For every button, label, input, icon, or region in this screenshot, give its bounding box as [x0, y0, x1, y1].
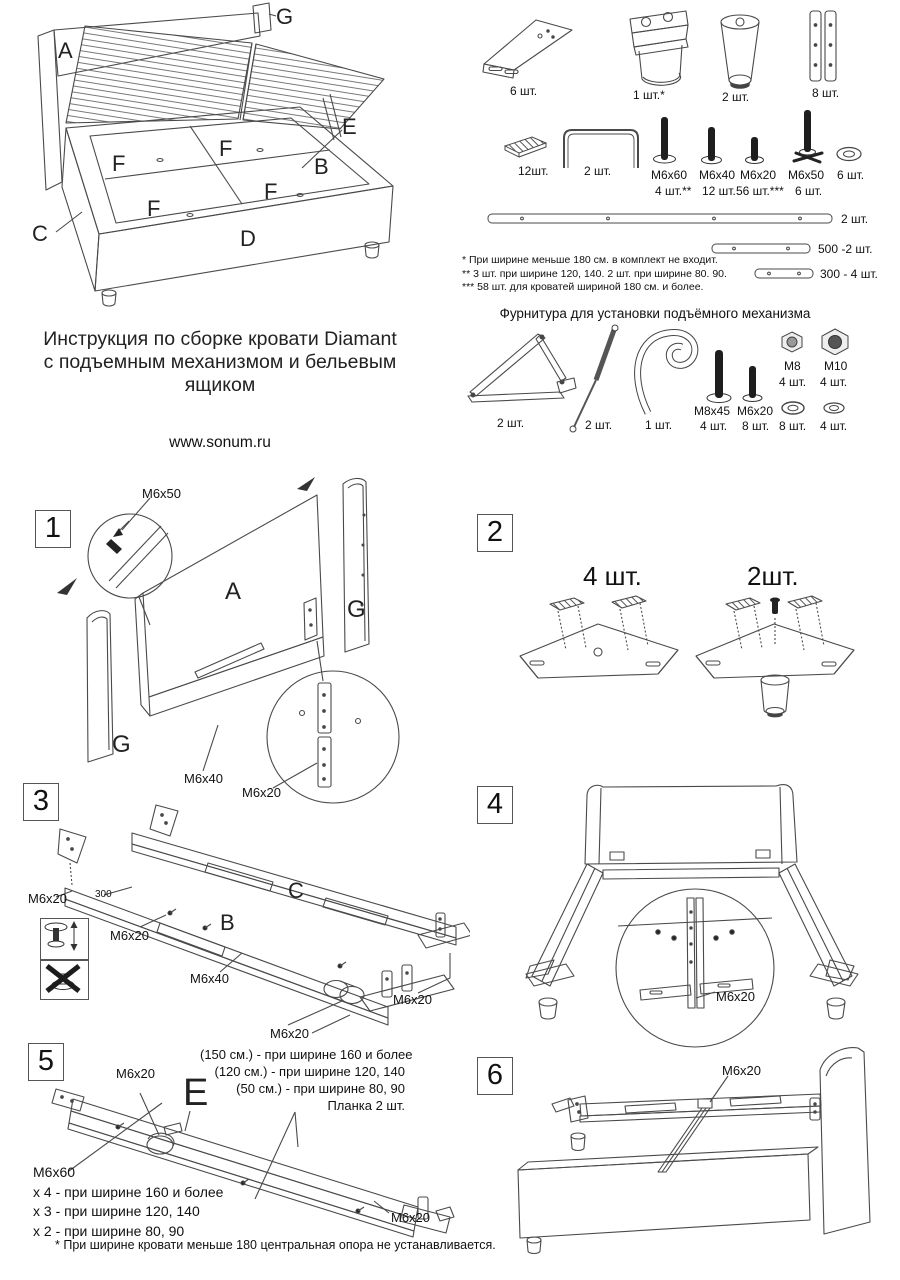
u-bracket-qty: 2 шт. — [584, 164, 612, 178]
bolt-m6x60-size: M6x60 — [651, 168, 688, 182]
strap-qty: 1 шт. — [645, 418, 673, 432]
step-6-number: 6 — [477, 1057, 513, 1095]
corner-bracket-qty: 6 шт. — [510, 84, 538, 98]
bed-overview-drawing — [10, 0, 455, 315]
step5-plank: Планка 2 шт. — [327, 1098, 405, 1113]
note-1: * При ширине меньше 180 см. в комплект не входит. — [462, 254, 718, 266]
bolt-m6x40-size: M6x40 — [699, 168, 736, 182]
washer-4-qty: 4 шт. — [820, 419, 848, 433]
step5-m6x60-block — [33, 1163, 223, 1241]
lift-mechanism-qty: 2 шт. — [497, 416, 525, 430]
nut-m8-icon — [778, 330, 806, 354]
label-part-b: B — [314, 154, 329, 179]
step5-opt-50: (50 см.) - при ширине 80, 90 — [236, 1081, 405, 1096]
step1-m6x50-label: M6x50 — [142, 486, 182, 501]
step2-qty-4: 4 шт. — [583, 561, 642, 591]
connect-plate-icon — [803, 5, 845, 90]
step3-m6x40-label: M6x40 — [190, 971, 230, 986]
step5-part-e: E — [183, 1072, 209, 1114]
adjustable-foot-ok-box — [40, 918, 89, 960]
step5-m6x60-label: M6x60 — [33, 1164, 76, 1180]
step-4-number: 4 — [477, 786, 513, 824]
rail-500-icon — [710, 240, 814, 256]
step3-dim-300: 300 — [95, 889, 112, 900]
corner-bracket-icon — [478, 6, 583, 86]
washer-8-qty: 8 шт. — [779, 419, 807, 433]
step5-x3: x 3 - при ширине 120, 140 — [33, 1203, 200, 1219]
label-part-g: G — [276, 4, 294, 29]
bolt-m8x45-icon — [706, 348, 732, 406]
step3-part-b: B — [220, 910, 235, 935]
label-part-f: F — [264, 179, 278, 204]
nut-m10-qty: 4 шт. — [820, 375, 848, 389]
adjustable-foot-icon — [41, 919, 85, 956]
note-2: ** 3 шт. при ширине 120, 140. 2 шт. при ширине 80. 90. — [462, 267, 727, 280]
nut-m8-qty: 4 шт. — [779, 375, 807, 389]
step5-m6x20-right-label: M6x20 — [391, 1210, 431, 1225]
connect-plate-qty: 8 шт. — [812, 86, 840, 100]
leg-icon — [712, 10, 772, 95]
width-footnote: * При ширине кровати меньше 180 центральная опора не устанавливается. — [55, 1238, 496, 1252]
rail-300-icon — [753, 265, 817, 281]
label-part-f: F — [112, 151, 126, 176]
u-bracket-icon — [556, 122, 646, 170]
label-part-f: F — [147, 196, 161, 221]
step3-m6x20-right-label: M6x20 — [393, 992, 433, 1007]
step5-m6x20-left-label: M6x20 — [116, 1066, 156, 1081]
step-2-number: 2 — [477, 514, 513, 552]
title-line1: Инструкция по сборке кровати Diamant — [43, 328, 397, 350]
bolt-m6x20-icon — [744, 135, 766, 167]
bolt-m6x20-lift-qty: 8 шт. — [742, 419, 770, 433]
bolt-m6x20-lift-icon — [742, 364, 764, 406]
label-part-d: D — [240, 226, 256, 251]
website-url: www.sonum.ru — [169, 434, 271, 451]
step5-x2: x 2 - при ширине 80, 90 — [33, 1222, 185, 1239]
washer-8-icon — [780, 400, 806, 416]
step2-plate-left-drawing — [512, 594, 687, 699]
nut-m10-icon — [818, 327, 852, 355]
step3-m6x20-bottom-label: M6x20 — [270, 1026, 310, 1041]
center-leg-bracket-qty: 1 шт.* — [633, 88, 665, 102]
foot-forbidden-box — [40, 960, 89, 1000]
bolt-m6x40-qty: 12 шт. — [702, 184, 736, 198]
step2-qty-2: 2шт. — [747, 561, 799, 591]
foot-pad-icon — [500, 132, 550, 162]
strap-icon — [626, 325, 704, 420]
step3-m6x20-mid-label: M6x20 — [110, 928, 150, 943]
page-title — [10, 328, 430, 397]
step1-m6x20-label: M6x20 — [242, 785, 282, 800]
step-6-drawing — [490, 1040, 895, 1265]
bolt-m8x45-qty: 4 шт. — [700, 419, 728, 433]
step2-plate-right-drawing — [688, 590, 868, 725]
nut-m8-size: M8 — [784, 359, 801, 373]
washer-4-icon — [822, 401, 846, 415]
lift-hardware-heading: Фурнитура для установки подъёмного механизма — [499, 306, 811, 321]
step-3-number: 3 — [23, 783, 59, 821]
step-1-drawing — [55, 475, 485, 810]
step5-opt-120: (120 см.) - при ширине 120, 140 — [214, 1064, 405, 1079]
long-rail-qty: 2 шт. — [841, 212, 869, 226]
gas-strut-qty: 2 шт. — [585, 418, 613, 432]
title-line2: с подъемным механизмом и бельевым ящиком — [43, 351, 397, 396]
step1-part-g-left: G — [112, 731, 131, 758]
washer-icon — [834, 144, 864, 164]
step-5-number: 5 — [28, 1043, 64, 1081]
step3-m6x20-left-label: M6x20 — [28, 891, 68, 906]
nut-m10-size: M10 — [824, 359, 848, 373]
center-leg-bracket-icon — [622, 5, 700, 90]
step1-part-a: A — [225, 578, 242, 605]
label-part-c: C — [32, 221, 48, 246]
bolt-m6x50-icon — [786, 108, 830, 170]
bolt-m6x20-qty: 56 шт.*** — [736, 184, 784, 198]
step5-x4: x 4 - при ширине 160 и более — [33, 1183, 224, 1200]
bolt-m6x50-qty: 6 шт. — [795, 184, 823, 198]
bolt-m6x60-icon — [652, 115, 678, 167]
step6-m6x20-label: M6x20 — [722, 1063, 762, 1078]
foot-pad-qty: 12шт. — [518, 164, 549, 178]
bolt-m6x20-size: M6x20 — [740, 168, 777, 182]
leg-qty: 2 шт. — [722, 90, 750, 104]
label-part-a: A — [58, 38, 73, 63]
label-part-f: F — [219, 136, 233, 161]
rail-500-qty: 500 -2 шт. — [818, 242, 873, 256]
parts-notes — [462, 254, 727, 295]
bolt-m6x60-qty: 4 шт.** — [655, 184, 692, 198]
step3-part-c: C — [288, 878, 304, 903]
step4-m6x20-label: M6x20 — [716, 989, 756, 1004]
washer-qty: 6 шт. — [837, 168, 865, 182]
bolt-m8x45-size: M8x45 — [694, 404, 731, 418]
bolt-m6x50-size: M6x50 — [788, 168, 825, 182]
bolt-m6x40-icon — [700, 125, 724, 167]
step-4-drawing — [490, 780, 895, 1065]
step1-m6x40-label: M6x40 — [184, 771, 224, 786]
step-1-number: 1 — [35, 510, 71, 548]
label-part-e: E — [342, 114, 357, 139]
bolt-m6x20-lift-size: M6x20 — [737, 404, 774, 418]
long-rail-icon — [486, 210, 838, 226]
rail-300-qty: 300 - 4 шт. — [820, 267, 878, 281]
crossed-out-foot-icon — [41, 961, 85, 996]
note-3: *** 58 шт. для кроватей шириной 180 см. и более. — [462, 281, 704, 293]
step1-part-g-right: G — [347, 596, 366, 623]
step5-width-options — [200, 1046, 413, 1114]
step5-opt-150: (150 см.) - при ширине 160 и более — [200, 1047, 413, 1062]
